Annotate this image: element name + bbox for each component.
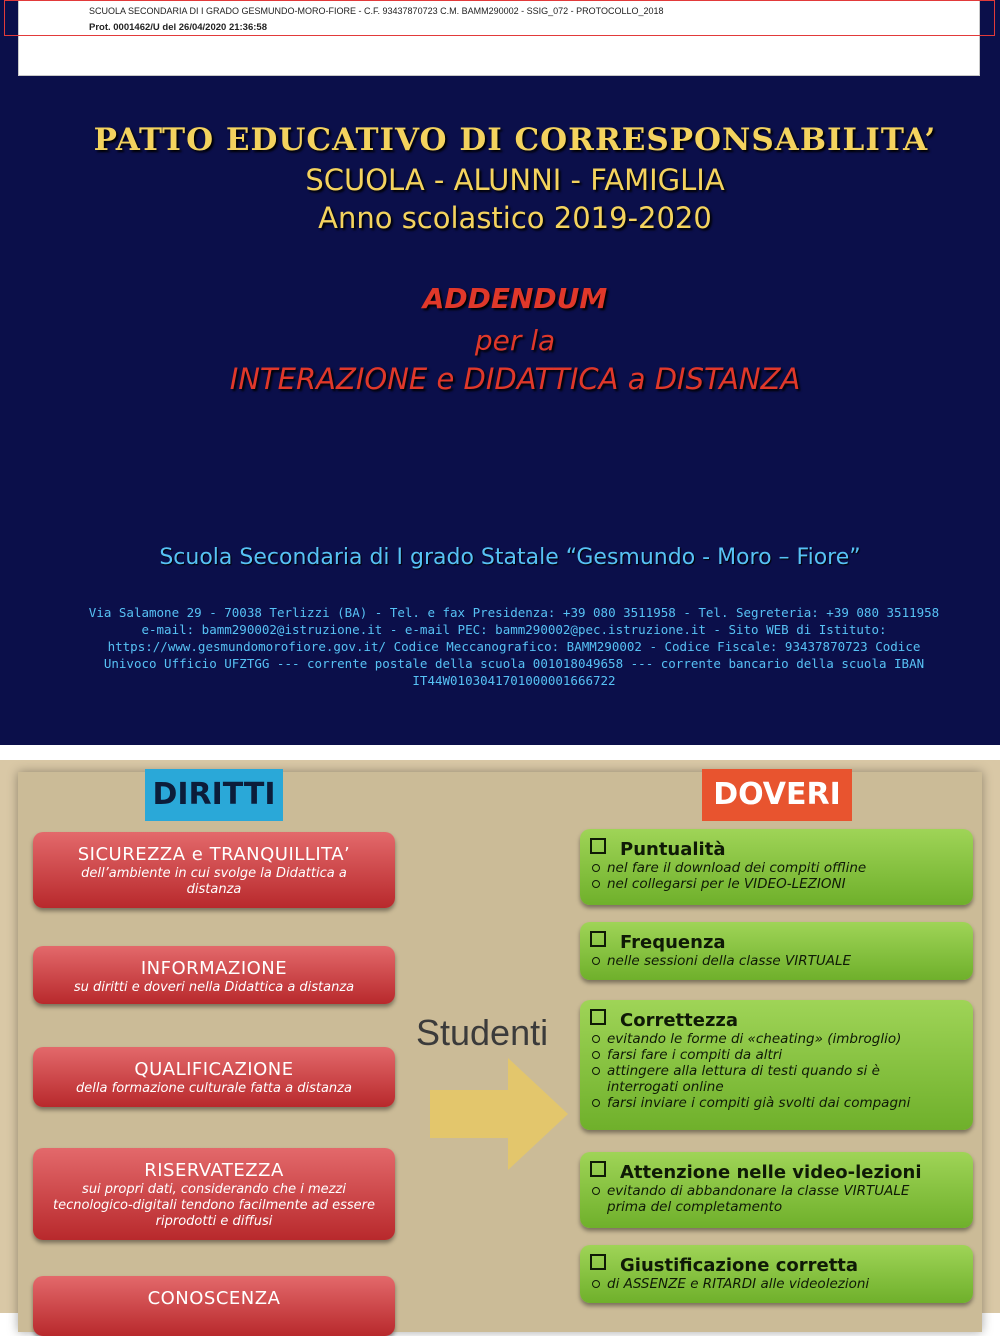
addendum-heading: ADDENDUM	[422, 282, 608, 315]
duty-item: prima del completamento	[607, 1199, 783, 1215]
right-text: della formazione culturale fatta a distanza	[76, 1081, 352, 1096]
duty-title: Giustificazione corretta	[620, 1255, 859, 1276]
stamp-red-frame	[4, 0, 995, 36]
addendum-line-3: INTERAZIONE e DIDATTICA a DISTANZA	[229, 362, 801, 396]
duty-box-correctness	[580, 1000, 973, 1130]
duty-box-punctuality	[580, 829, 973, 905]
right-title: INFORMAZIONE	[140, 958, 288, 979]
duty-item: farsi inviare i compiti già svolti dai compagni	[592, 1095, 973, 1111]
right-title: RISERVATEZZA	[144, 1160, 284, 1181]
duty-title: Correttezza	[620, 1010, 739, 1031]
checkbox-icon	[590, 838, 606, 854]
checkbox-icon	[590, 1254, 606, 1270]
right-box-qualification	[33, 1047, 395, 1107]
duty-item: nel fare il download dei compiti offline	[592, 860, 973, 876]
students-label: Studenti	[416, 1012, 549, 1053]
duty-title: Attenzione nelle video-lezioni	[620, 1162, 922, 1183]
school-name: Scuola Secondaria di I grado Statale “Gesmundo - Moro – Fiore”	[159, 545, 861, 570]
duty-title: Frequenza	[620, 932, 726, 953]
duty-item: evitando di abbandonare la classe VIRTUALE	[592, 1183, 973, 1199]
duties-header: DOVERI	[702, 769, 852, 821]
duty-title: Puntualità	[620, 839, 726, 860]
duty-item: farsi fare i compiti da altri	[592, 1047, 973, 1063]
right-box-information	[33, 946, 395, 1004]
right-box-privacy	[33, 1148, 395, 1240]
document-subtitle: SCUOLA - ALUNNI - FAMIGLIA	[305, 163, 725, 197]
duty-box-justification	[580, 1245, 973, 1303]
arrow-right-icon	[430, 1058, 570, 1170]
right-title: CONOSCENZA	[147, 1288, 281, 1309]
right-text: sui propri dati, considerando che i mezzi tecnologico-digitali tendono facilmente ad essere riprodotti e diffusi	[53, 1182, 375, 1229]
checkbox-icon	[590, 1009, 606, 1025]
right-title: SICUREZZA e TRANQUILLITA’	[77, 844, 351, 865]
school-address: Via Salamone 29 - 70038 Terlizzi (BA) - Tel. e fax Presidenza: +39 080 3511958 - Tel. Segreteria: +39 080 3511958 e-mail: bamm290002@istruzione.it - e-mail PEC: bamm290002@pec.istruzione.it - Sito WEB di Istituto: https://www.gesmundomorofiore.gov.it/ Codice Meccanografico: BAMM290002 - Codice Fiscale: 93437870723 Codice Univoco Ufficio UFZTGG --- corrente postale della scuola 001018049658 --- corrente bancario della scuola IBAN IT44W0103041701000001666722	[88, 605, 940, 688]
duty-item: di ASSENZE e RITARDI alle videolezioni	[592, 1276, 973, 1292]
right-text: su diritti e doveri nella Didattica a distanza	[73, 980, 355, 995]
duty-item: nelle sessioni della classe VIRTUALE	[592, 953, 973, 969]
duty-item: evitando le forme di «cheating» (imbroglio)	[592, 1031, 973, 1047]
rights-header: DIRITTI	[145, 769, 283, 821]
stamp-protocol-number: Prot. 0001462/U del 26/04/2020 21:36:58	[89, 22, 267, 33]
right-title: QUALIFICAZIONE	[134, 1059, 294, 1080]
stamp-school-line: SCUOLA SECONDARIA DI I GRADO GESMUNDO-MORO-FIORE - C.F. 93437870723 C.M. BAMM290002 - SSIG_072 - PROTOCOLLO_2018	[89, 6, 664, 16]
duty-item: interrogati online	[607, 1079, 724, 1095]
addendum-line-2: per la	[474, 324, 556, 357]
right-text: dell’ambiente in cui svolge la Didattica a distanza	[81, 866, 347, 897]
checkbox-icon	[590, 931, 606, 947]
document-title: PATTO EDUCATIVO DI CORRESPONSABILITA’	[93, 122, 937, 158]
school-year: Anno scolastico 2019-2020	[318, 201, 712, 235]
right-box-safety	[33, 832, 395, 908]
duty-box-attention	[580, 1152, 973, 1228]
duty-item: attingere alla lettura di testi quando si è	[592, 1063, 973, 1079]
duty-item: nel collegarsi per le VIDEO-LEZIONI	[592, 876, 973, 892]
duty-box-attendance	[580, 922, 973, 980]
checkbox-icon	[590, 1161, 606, 1177]
right-box-knowledge	[33, 1276, 395, 1336]
